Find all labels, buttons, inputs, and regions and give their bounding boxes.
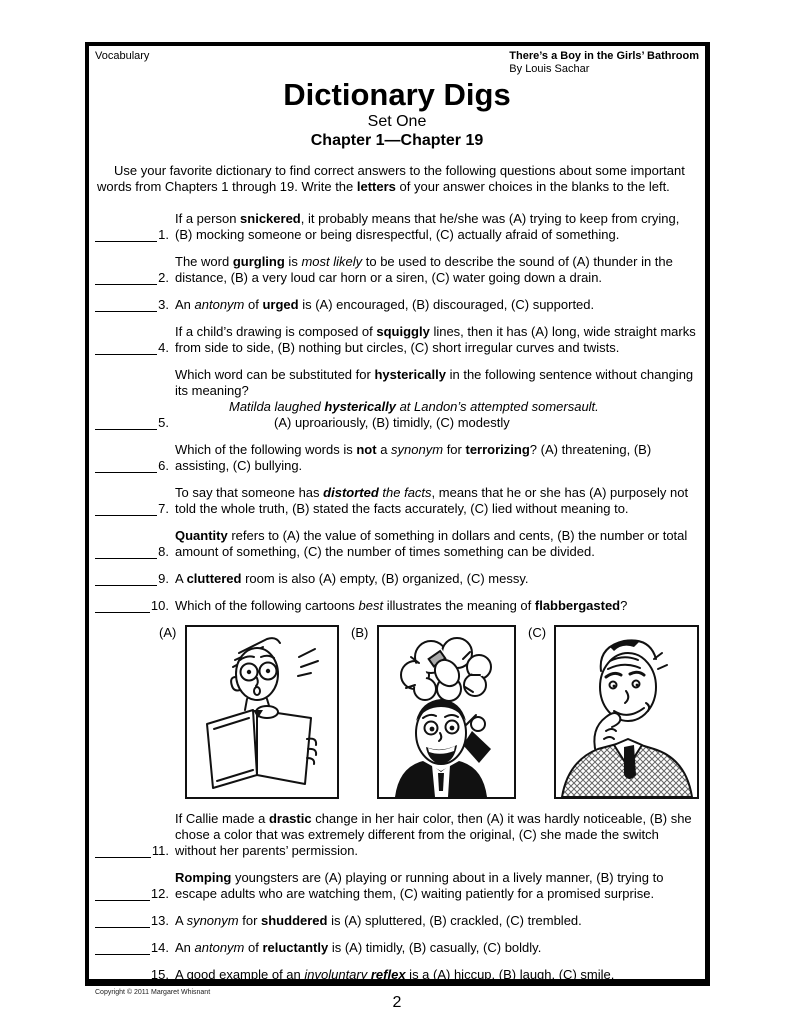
question-text: The word gurgling is most likely to be used to describe the sound of (A) thunder in the distance, (B) a very loud car horn or a siren, (C) water going down a drain. xyxy=(175,254,673,285)
question-text: If Callie made a drastic change in her hair color, then (A) it was hardly noticeable, (B) she chose a color that was extremely different from the original, (C) she made the switch without her parents’ permission. xyxy=(175,811,692,858)
question-text: An antonym of reluctantly is (A) timidly, (B) casually, (C) boldly. xyxy=(175,940,542,955)
question-text: A synonym for shuddered is (A) spluttered, (B) crackled, (C) trembled. xyxy=(175,913,582,928)
answer-blank xyxy=(95,942,150,955)
question-number: 9. xyxy=(158,571,169,586)
set-subtitle: Set One xyxy=(367,113,427,130)
question-number: 5. xyxy=(158,415,169,430)
question-number: 2. xyxy=(158,270,169,285)
answer-blank xyxy=(95,969,150,982)
cartoon-label-c: (C) xyxy=(528,625,547,640)
question-text: A cluttered room is also (A) empty, (B) organized, (C) messy. xyxy=(175,571,529,586)
cartoon-options-row xyxy=(159,625,699,799)
question-lead xyxy=(95,324,169,356)
answer-blank xyxy=(95,503,157,516)
answer-blank xyxy=(95,845,151,858)
answer-blank xyxy=(95,888,150,901)
question-lead xyxy=(95,211,169,243)
answer-blank xyxy=(95,229,157,242)
question-number: 10. xyxy=(150,598,169,613)
page-header xyxy=(95,50,699,76)
question-number: 11. xyxy=(151,843,169,858)
man-lightbulb-idea-cartoon xyxy=(377,625,516,799)
question-row xyxy=(95,297,699,313)
chapter-range: Chapter 1—Chapter 19 xyxy=(310,132,484,149)
question-row xyxy=(95,571,699,587)
question-row xyxy=(95,870,699,902)
question-row xyxy=(95,967,699,983)
man-reading-book-cartoon xyxy=(185,625,339,799)
worksheet-page xyxy=(85,42,710,986)
book-author: By Louis Sachar xyxy=(509,63,590,75)
question-text: Which of the following cartoons best illustrates the meaning of flabbergasted? xyxy=(175,598,628,613)
question-text: Romping youngsters are (A) playing or running about in a lively manner, (B) trying to escape adults who are watching them, (C) waiting patiently for a promised surprise. xyxy=(175,870,664,901)
question-number: 8. xyxy=(158,544,169,559)
question-text: To say that someone has distorted the facts, means that he or she has (A) purposely not told the whole truth, (B) stated the facts accurately, (C) lied without meaning to. xyxy=(175,485,689,516)
question-row xyxy=(95,485,699,517)
question-text: If a child’s drawing is composed of squiggly lines, then it has (A) long, wide straight marks from side to side, (B) nothing but circles, (C) short irregular curves and twists. xyxy=(175,324,696,355)
question-row xyxy=(95,598,699,614)
answer-blank xyxy=(95,342,157,355)
question-text: A good example of an involuntary reflex is a (A) hiccup, (B) laugh, (C) smile. xyxy=(175,967,615,982)
answer-blank xyxy=(95,299,157,312)
question-lead xyxy=(95,870,169,902)
question-row xyxy=(95,324,699,356)
question-lead xyxy=(95,485,169,517)
question-text: Which of the following words is not a synonym for terrorizing? (A) threatening, (B) assisting, (C) bullying. xyxy=(175,442,652,473)
question-row xyxy=(95,940,699,956)
answer-blank xyxy=(95,460,157,473)
question-number: 3. xyxy=(158,297,169,312)
question-lead xyxy=(95,528,169,560)
question-row xyxy=(95,367,699,431)
answer-blank xyxy=(95,417,157,430)
question-lead xyxy=(95,442,169,474)
page-title: Dictionary Digs xyxy=(283,77,511,112)
answer-blank xyxy=(95,600,150,613)
questions-list-lower xyxy=(95,811,699,983)
book-reference xyxy=(509,50,699,76)
answer-blank xyxy=(95,573,157,586)
question-number: 1. xyxy=(158,227,169,242)
question-number: 14. xyxy=(150,940,169,955)
question-lead xyxy=(95,254,169,286)
subject-label: Vocabulary xyxy=(95,50,150,62)
page-number: 2 xyxy=(392,994,402,1011)
cartoon-label-a: (A) xyxy=(159,625,177,640)
intro-paragraph: Use your favorite dictionary to find correct answers to the following questions about some important words from Chapters 1 through 19. Write the letters of your answer choices in the blanks to the left. xyxy=(97,163,685,194)
question-row xyxy=(95,811,699,859)
cartoon-option-c xyxy=(528,625,699,799)
cartoon-option-a xyxy=(159,625,339,799)
question-number: 4. xyxy=(158,340,169,355)
question-number: 7. xyxy=(158,501,169,516)
answer-blank xyxy=(95,915,150,928)
question-number: 13. xyxy=(150,913,169,928)
copyright-notice: Copyright © 2011 Margaret Whisnant xyxy=(95,989,211,996)
cartoon-option-b xyxy=(351,625,516,799)
question-lead xyxy=(95,297,169,313)
question-lead xyxy=(95,598,169,614)
cartoon-label-b: (B) xyxy=(351,625,369,640)
man-pondering-cartoon xyxy=(554,625,699,799)
question-row xyxy=(95,528,699,560)
questions-list-upper xyxy=(95,211,699,614)
question-lead xyxy=(95,913,169,929)
question-row xyxy=(95,913,699,929)
question-text: If a person snickered, it probably means that he/she was (A) trying to keep from crying, (B) mocking someone or being disrespectful, (C) actually afraid of something. xyxy=(175,211,680,242)
question-lead xyxy=(95,367,169,431)
question-lead xyxy=(95,967,169,983)
question-row xyxy=(95,254,699,286)
question-row xyxy=(95,442,699,474)
book-title: There’s a Boy in the Girls’ Bathroom xyxy=(509,50,699,62)
question-lead xyxy=(95,571,169,587)
question-lead xyxy=(95,811,169,859)
question-number: 15. xyxy=(150,967,169,982)
question-text: An antonym of urged is (A) encouraged, (B) discouraged, (C) supported. xyxy=(175,297,595,312)
answer-blank xyxy=(95,272,157,285)
question-number: 12. xyxy=(150,886,169,901)
question-row xyxy=(95,211,699,243)
answer-blank xyxy=(95,546,157,559)
question-text: Which word can be substituted for hysterically in the following sentence without changing its meaning? Matilda laughed hysterically at Landon’s attempted somersault. (A) uproariously, (B) timidly, (C) modestly xyxy=(175,367,694,430)
question-lead xyxy=(95,940,169,956)
question-text: Quantity refers to (A) the value of something in dollars and cents, (B) the number or total amount of something, (C) the number of times something can be divided. xyxy=(175,528,688,559)
question-number: 6. xyxy=(158,458,169,473)
